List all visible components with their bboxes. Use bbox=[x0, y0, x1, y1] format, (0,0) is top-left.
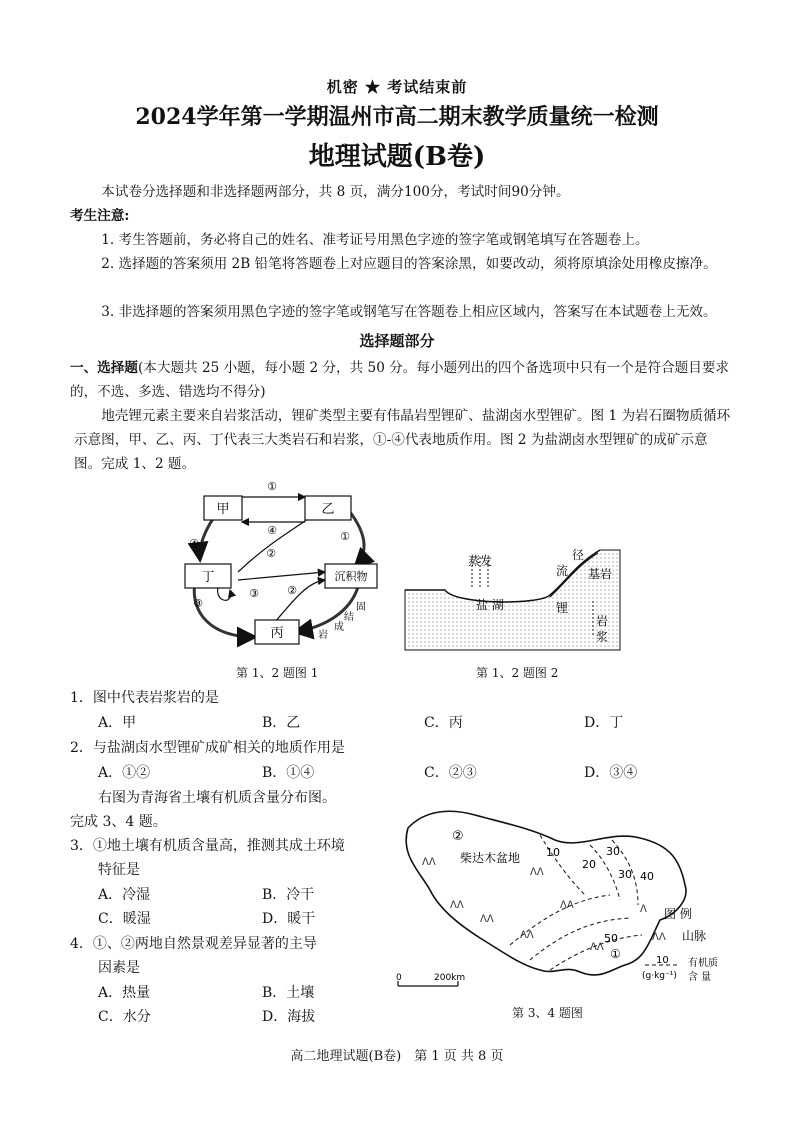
q4-option-d[interactable]: D．海拔 bbox=[262, 1009, 316, 1025]
stem-questions-3-4-line2: 完成 3、4 题。 bbox=[70, 814, 167, 830]
section-heading-label: 一、选择题 bbox=[70, 360, 138, 376]
contour-40: 40 bbox=[640, 870, 654, 883]
scale-zero: 0 bbox=[396, 973, 402, 983]
side-text-2: 结 bbox=[344, 612, 354, 623]
question-1-stem: 1．图中代表岩浆岩的是 bbox=[70, 690, 219, 706]
section-heading bbox=[70, 356, 734, 404]
figure-rock-cycle bbox=[180, 472, 390, 657]
runoff-label-1: 径 bbox=[572, 548, 585, 562]
svg-text:ᐱᐱ: ᐱᐱ bbox=[520, 930, 534, 941]
svg-text:ᐱᐱ: ᐱᐱ bbox=[450, 900, 464, 911]
notice-item-3: 3. 非选择题的答案须用黑色字迹的签字笔或钢笔写在答题卷上相应区域内，答案写在本试题卷上无效。 bbox=[101, 304, 717, 320]
legend-contour-value: 10 bbox=[656, 955, 669, 966]
section-heading-rules: (本大题共 25 小题，每小题 2 分，共 50 分。每小题列出的四个备选项中只有一个是符合题目要求的，不选、多选、错选均不得分) bbox=[70, 360, 730, 400]
legend-mountain: 山脉 bbox=[682, 929, 707, 943]
process-label-8: ① bbox=[340, 530, 350, 543]
contour-30b: 30 bbox=[618, 868, 632, 881]
contour-50: 50 bbox=[604, 932, 618, 945]
contour-30a: 30 bbox=[606, 845, 620, 858]
contour-10: 10 bbox=[546, 846, 560, 859]
exam-title: 2024学年第一学期温州市高二期末教学质量统一检测 bbox=[135, 104, 659, 130]
process-label-6: ② bbox=[287, 584, 297, 597]
question-4-stem-line2: 因素是 bbox=[98, 960, 140, 976]
question-4-stem-line1: 4．①、②两地自然景观差异显著的主导 bbox=[70, 936, 317, 952]
q1-option-d[interactable]: D．丁 bbox=[584, 715, 624, 731]
box-sediment-label: 沉积物 bbox=[334, 570, 368, 583]
intro-text: 本试卷分选择题和非选择题两部分，共 8 页，满分100分，考试时间90分钟。 bbox=[101, 184, 570, 200]
legend-title: 图 例 bbox=[664, 907, 692, 921]
notice-heading: 考生注意: bbox=[70, 208, 130, 224]
map-basin-label: 柴达木盆地 bbox=[460, 851, 521, 865]
q4-option-b[interactable]: B．土壤 bbox=[262, 985, 315, 1001]
q3-option-c[interactable]: C．暖湿 bbox=[98, 911, 151, 927]
figure-qinghai-map bbox=[380, 800, 740, 1000]
map-site-1: ① bbox=[610, 947, 621, 961]
q1-option-a[interactable]: A．甲 bbox=[98, 715, 137, 731]
figure-salt-lake bbox=[400, 545, 625, 657]
magma-label-1: 岩 bbox=[596, 614, 609, 628]
figure2-caption: 第 1、2 题图 2 bbox=[476, 666, 559, 680]
map-site-2: ② bbox=[452, 829, 464, 844]
side-text-1: 固 bbox=[356, 602, 366, 613]
q4-option-c[interactable]: C．水分 bbox=[98, 1009, 151, 1025]
stem-questions-3-4-line1: 右图为青海省土壤有机质含量分布图。 bbox=[98, 790, 336, 806]
legend-unit: (g·kg⁻¹) bbox=[642, 971, 677, 981]
q2-option-b[interactable]: B．①④ bbox=[262, 765, 315, 781]
side-text-3: 成 bbox=[334, 622, 344, 633]
notice-item-1: 1. 考生答题前，务必将自己的姓名、准考证号用黑色字迹的签字笔或钢笔填写在答题卷上。 bbox=[101, 232, 649, 248]
process-label-1: ① bbox=[267, 480, 277, 493]
figure1-caption: 第 1、2 题图 1 bbox=[236, 666, 319, 680]
q1-option-c[interactable]: C．丙 bbox=[424, 715, 463, 731]
evaporation-label: 蒸发 bbox=[467, 554, 493, 568]
q3-option-b[interactable]: B．冷干 bbox=[262, 887, 315, 903]
svg-text:ᐱᐱ: ᐱᐱ bbox=[480, 914, 494, 925]
q3-option-d[interactable]: D．暖干 bbox=[262, 911, 316, 927]
svg-text:ᐱᐱ: ᐱᐱ bbox=[560, 900, 574, 911]
scale-200km: 200km bbox=[434, 973, 466, 983]
box-bing-label: 丙 bbox=[270, 626, 284, 641]
box-yi-label: 乙 bbox=[321, 502, 335, 517]
runoff-label-2: 流 bbox=[556, 564, 569, 578]
legend-om-1: 有机质 bbox=[688, 958, 718, 969]
exam-subtitle: 地理试题(B卷) bbox=[308, 142, 486, 172]
svg-text:ᐱᐱ: ᐱᐱ bbox=[422, 857, 436, 868]
svg-text:ᐱ: ᐱ bbox=[640, 904, 647, 915]
bedrock-label: 基岩 bbox=[588, 567, 613, 581]
salt-lake-label: 盐 湖 bbox=[476, 598, 504, 612]
q3-option-a[interactable]: A．冷湿 bbox=[98, 887, 151, 903]
page-footer: 高二地理试题(B卷) 第 1 页 共 8 页 bbox=[290, 1049, 504, 1064]
process-label-7: ③ bbox=[193, 597, 203, 610]
magma-label-2: 浆 bbox=[596, 630, 609, 644]
process-label-5: ④ bbox=[189, 537, 199, 550]
map-caption: 第 3、4 题图 bbox=[512, 1006, 583, 1020]
q4-option-a[interactable]: A．热量 bbox=[98, 985, 151, 1001]
side-text-4: 岩 bbox=[318, 630, 328, 641]
notice-item-2: 2. 选择题的答案须用 2B 铅笔将答题卷上对应题目的答案涂黑，如要改动，须将原填涂处用橡皮擦净。 bbox=[101, 256, 717, 272]
confidential-label: 机密 ★ 考试结束前 bbox=[326, 78, 468, 96]
process-label-3: ② bbox=[266, 547, 276, 560]
process-label-2: ④ bbox=[267, 524, 277, 537]
q1-option-b[interactable]: B．乙 bbox=[262, 715, 301, 731]
process-label-4: ③ bbox=[249, 587, 259, 600]
lithium-label: 锂 bbox=[556, 601, 569, 615]
q2-option-a[interactable]: A．①② bbox=[98, 765, 151, 781]
section-title: 选择题部分 bbox=[359, 332, 435, 350]
svg-text:ᐱᐱ: ᐱᐱ bbox=[590, 942, 604, 953]
q2-option-c[interactable]: C．②③ bbox=[424, 765, 477, 781]
stem-questions-1-2: 地壳锂元素主要来自岩浆活动，锂矿类型主要有伟晶岩型锂矿、盐湖卤水型锂矿。图 1 为岩石圈物质循环示意图，甲、乙、丙、丁代表三大类岩石和岩浆，①-④代表地质作用。图 2 为盐湖卤水型锂矿的成矿示意图。完成 1、2 题。 bbox=[74, 408, 731, 472]
q2-option-d[interactable]: D．③④ bbox=[584, 765, 638, 781]
svg-text:ᐱᐱ: ᐱᐱ bbox=[530, 867, 544, 878]
contour-20: 20 bbox=[582, 858, 596, 871]
question-3-stem-line2: 特征是 bbox=[98, 862, 140, 878]
question-3-stem-line1: 3．①地土壤有机质含量高，推测其成土环境 bbox=[70, 838, 345, 854]
legend-om-2: 含 量 bbox=[688, 972, 712, 983]
box-ding-label: 丁 bbox=[201, 570, 215, 585]
box-jia-label: 甲 bbox=[216, 502, 230, 517]
question-2-stem: 2．与盐湖卤水型锂矿成矿相关的地质作用是 bbox=[70, 740, 345, 756]
mountain-icon: ᐱᐱ bbox=[652, 932, 666, 943]
